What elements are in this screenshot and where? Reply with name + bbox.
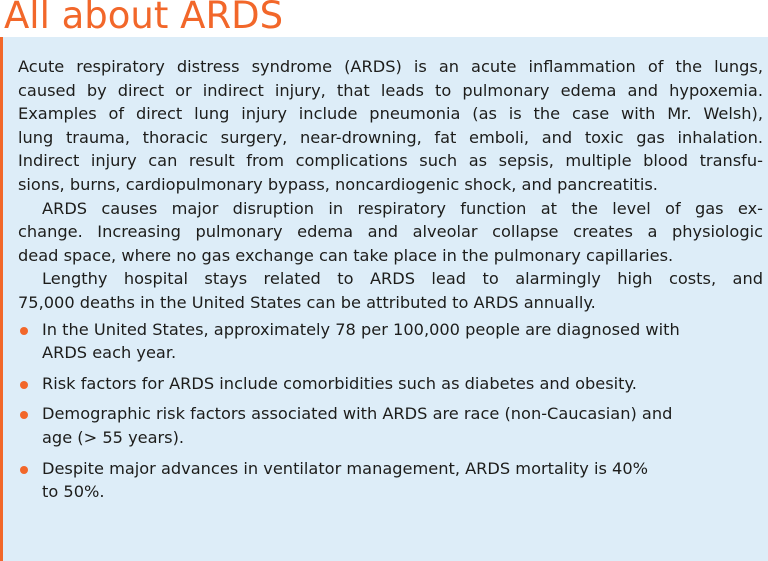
list-item [18,318,763,365]
text-line: Examples of direct lung injury include pneumonia (as is the case with Mr. Welsh), [18,104,763,124]
paragraph-costs [18,267,763,314]
text-line: change. Increasing pulmonary edema and alveolar collapse creates a physiologic [18,222,763,242]
text-line: dead space, where no gas exchange can take place in the pulmonary capillaries. [18,245,674,265]
paragraph-definition [18,55,763,197]
text-line: ARDS each year. [42,343,177,363]
text-line: sions, burns, cardiopulmonary bypass, noncardiogenic shock, and pancreatitis. [18,174,658,194]
text-line: Risk factors for ARDS include comorbidities such as diabetes and obesity. [42,373,637,393]
text-line: Lengthy hospital stays related to ARDS lead to alarmingly high costs, and [42,269,763,289]
text-line: 75,000 deaths in the United States can be attributed to ARDS annually. [18,292,596,312]
page-title: All about ARDS [4,0,284,37]
text-line: Despite major advances in ventilator management, ARDS mortality is 40% [42,458,649,478]
text-line: to 50%. [42,482,105,502]
list-item [18,402,763,449]
list-item [18,457,763,504]
bullet-icon [20,466,28,474]
text-line: caused by direct or indirect injury, that leads to pulmonary edema and hypoxemia. [18,80,763,100]
text-line: ARDS causes major disruption in respiratory function at the level of gas ex- [42,198,763,218]
text-line: Indirect injury can result from complications such as sepsis, multiple blood transfu- [18,151,763,171]
body-text [18,55,763,511]
text-line: age (> 55 years). [42,427,185,447]
bullet-icon [20,411,28,419]
bullet-icon [20,381,28,389]
text-line: lung trauma, thoracic surgery, near-drowning, fat emboli, and toxic gas inhalation. [18,127,763,147]
bullet-icon [20,327,28,335]
text-line: In the United States, approximately 78 per 100,000 people are diagnosed with [42,319,680,339]
paragraph-physiology [18,197,763,268]
facts-list [18,318,763,504]
text-line: Demographic risk factors associated with ARDS are race (non-Caucasian) and [42,404,673,424]
text-line: Acute respiratory distress syndrome (ARDS) is an acute inflammation of the lungs, [18,57,763,76]
list-item [18,372,763,396]
